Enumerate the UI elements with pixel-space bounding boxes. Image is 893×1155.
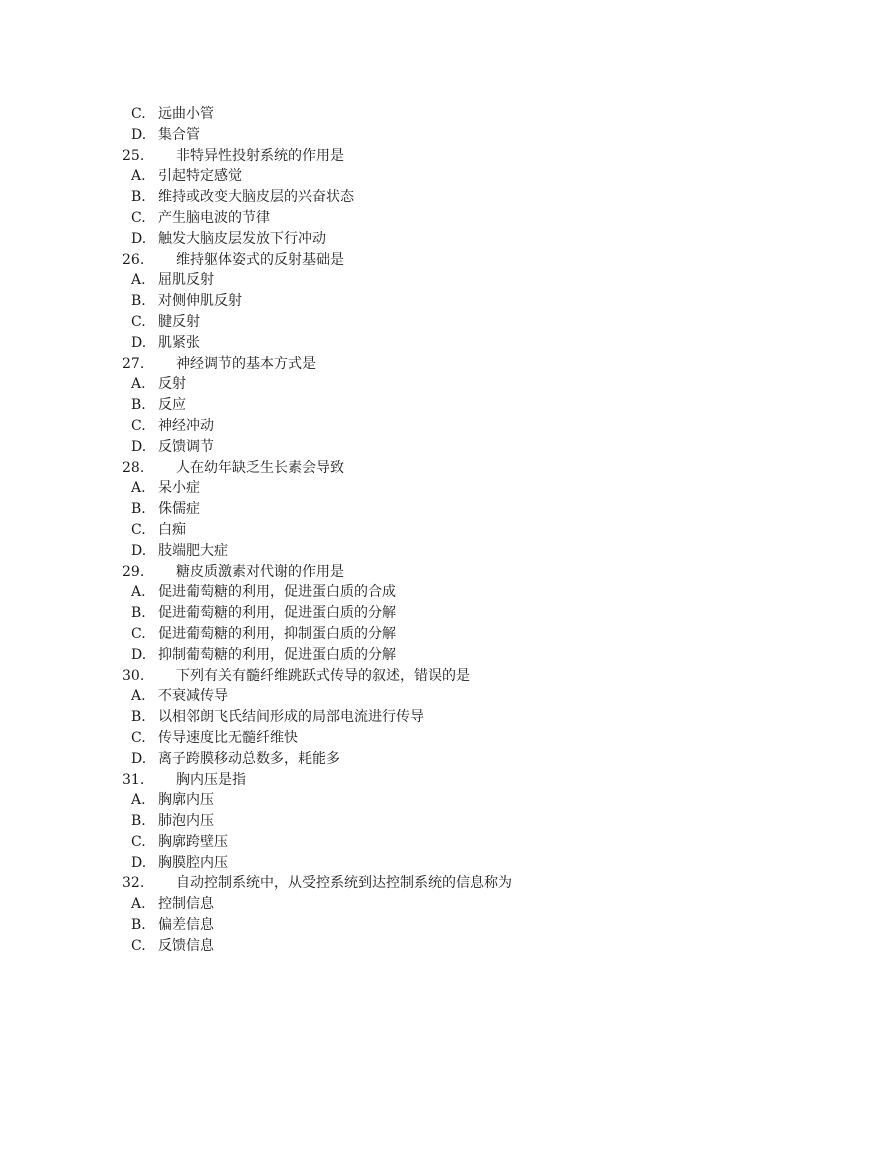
answer-option xyxy=(0,853,893,874)
question-text: 糖皮质激素对代谢的作用是 xyxy=(176,563,344,580)
question-number: 25. xyxy=(122,147,145,164)
option-letter: B. xyxy=(131,397,146,414)
option-letter: D. xyxy=(131,542,147,559)
option-letter: B. xyxy=(131,709,146,726)
option-text: 偏差信息 xyxy=(158,917,214,934)
answer-option xyxy=(0,437,893,458)
option-letter: A. xyxy=(131,792,146,809)
answer-option xyxy=(0,582,893,603)
answer-option xyxy=(0,166,893,187)
question-stem xyxy=(0,146,893,167)
question-number: 32. xyxy=(122,875,145,892)
option-text: 肌紧张 xyxy=(158,334,200,351)
option-letter: A. xyxy=(131,168,146,185)
option-text: 离子跨膜移动总数多，耗能多 xyxy=(158,750,340,767)
option-letter: C. xyxy=(131,209,146,226)
option-text: 侏儒症 xyxy=(158,501,200,518)
answer-option xyxy=(0,686,893,707)
option-text: 神经冲动 xyxy=(158,417,214,434)
question-number: 26. xyxy=(122,251,145,268)
question-text: 下列有关有髓纤维跳跃式传导的叙述，错误的是 xyxy=(176,667,470,684)
answer-option xyxy=(0,416,893,437)
question-text: 维持躯体姿式的反射基础是 xyxy=(176,251,344,268)
option-text: 白痴 xyxy=(158,521,186,538)
question-text: 自动控制系统中，从受控系统到达控制系统的信息称为 xyxy=(176,875,512,892)
option-letter: C. xyxy=(131,729,146,746)
answer-option xyxy=(0,603,893,624)
question-stem xyxy=(0,873,893,894)
option-text: 触发大脑皮层发放下行冲动 xyxy=(158,230,326,247)
option-letter: D. xyxy=(131,334,147,351)
answer-option xyxy=(0,478,893,499)
question-stem xyxy=(0,562,893,583)
option-letter: A. xyxy=(131,376,146,393)
question-number: 30. xyxy=(122,667,145,684)
option-text: 对侧伸肌反射 xyxy=(158,293,242,310)
option-text: 胸廓内压 xyxy=(158,792,214,809)
option-text: 胸膜腔内压 xyxy=(158,854,228,871)
option-text: 控制信息 xyxy=(158,896,214,913)
question-stem xyxy=(0,354,893,375)
option-letter: C. xyxy=(131,521,146,538)
option-letter: D. xyxy=(131,126,147,143)
option-text: 维持或改变大脑皮层的兴奋状态 xyxy=(158,189,354,206)
answer-option xyxy=(0,894,893,915)
option-letter: C. xyxy=(131,417,146,434)
answer-option xyxy=(0,624,893,645)
question-text: 人在幼年缺乏生长素会导致 xyxy=(176,459,344,476)
option-letter: D. xyxy=(131,854,147,871)
option-text: 促进葡萄糖的利用，促进蛋白质的合成 xyxy=(158,584,396,601)
option-letter: C. xyxy=(131,833,146,850)
answer-option xyxy=(0,499,893,520)
answer-option xyxy=(0,312,893,333)
question-stem xyxy=(0,458,893,479)
option-letter: B. xyxy=(131,813,146,830)
question-stem xyxy=(0,250,893,271)
option-text: 呆小症 xyxy=(158,480,200,497)
question-number: 27. xyxy=(122,355,145,372)
option-letter: B. xyxy=(131,189,146,206)
option-text: 抑制葡萄糖的利用，促进蛋白质的分解 xyxy=(158,646,396,663)
option-letter: C. xyxy=(131,106,146,122)
option-text: 肺泡内压 xyxy=(158,813,214,830)
option-text: 促进葡萄糖的利用，抑制蛋白质的分解 xyxy=(158,625,396,642)
answer-option xyxy=(0,208,893,229)
answer-option xyxy=(0,395,893,416)
option-text: 不衰减传导 xyxy=(158,688,228,705)
question-text: 非特异性投射系统的作用是 xyxy=(176,147,344,164)
option-text: 传导速度比无髓纤维快 xyxy=(158,729,298,746)
answer-option xyxy=(0,125,893,146)
answer-option xyxy=(0,104,893,125)
option-letter: D. xyxy=(131,750,147,767)
option-text: 以相邻朗飞氏结间形成的局部电流进行传导 xyxy=(158,709,424,726)
option-letter: B. xyxy=(131,293,146,310)
option-text: 反馈调节 xyxy=(158,438,214,455)
answer-option xyxy=(0,541,893,562)
answer-option xyxy=(0,728,893,749)
option-letter: B. xyxy=(131,501,146,518)
option-text: 引起特定感觉 xyxy=(158,168,242,185)
question-number: 29. xyxy=(122,563,145,580)
question-stem xyxy=(0,666,893,687)
option-letter: C. xyxy=(131,313,146,330)
option-letter: D. xyxy=(131,230,147,247)
answer-option xyxy=(0,936,893,957)
option-letter: B. xyxy=(131,917,146,934)
answer-option xyxy=(0,790,893,811)
question-text: 胸内压是指 xyxy=(176,771,246,788)
option-text: 产生脑电波的节律 xyxy=(158,209,270,226)
answer-option xyxy=(0,915,893,936)
answer-option xyxy=(0,707,893,728)
option-text: 胸廓跨壁压 xyxy=(158,833,228,850)
option-letter: C. xyxy=(131,937,146,954)
option-text: 反射 xyxy=(158,376,186,393)
option-letter: A. xyxy=(131,272,146,289)
answer-option xyxy=(0,645,893,666)
answer-option xyxy=(0,749,893,770)
option-text: 反应 xyxy=(158,397,186,414)
answer-option xyxy=(0,333,893,354)
answer-option xyxy=(0,374,893,395)
answer-option xyxy=(0,270,893,291)
option-text: 促进葡萄糖的利用，促进蛋白质的分解 xyxy=(158,605,396,622)
answer-option xyxy=(0,291,893,312)
option-letter: A. xyxy=(131,688,146,705)
option-text: 集合管 xyxy=(158,126,200,143)
question-list xyxy=(0,104,893,957)
answer-option xyxy=(0,832,893,853)
answer-option xyxy=(0,811,893,832)
question-stem xyxy=(0,770,893,791)
question-number: 28. xyxy=(122,459,145,476)
answer-option xyxy=(0,229,893,250)
option-text: 肢端肥大症 xyxy=(158,542,228,559)
option-text: 屈肌反射 xyxy=(158,272,214,289)
question-text: 神经调节的基本方式是 xyxy=(176,355,316,372)
option-letter: C. xyxy=(131,625,146,642)
option-letter: A. xyxy=(131,584,146,601)
answer-option xyxy=(0,520,893,541)
answer-option xyxy=(0,187,893,208)
option-text: 腱反射 xyxy=(158,313,200,330)
option-text: 反馈信息 xyxy=(158,937,214,954)
option-letter: B. xyxy=(131,605,146,622)
option-letter: D. xyxy=(131,646,147,663)
option-text: 远曲小管 xyxy=(158,106,214,122)
option-letter: A. xyxy=(131,896,146,913)
option-letter: A. xyxy=(131,480,146,497)
question-number: 31. xyxy=(122,771,145,788)
option-letter: D. xyxy=(131,438,147,455)
